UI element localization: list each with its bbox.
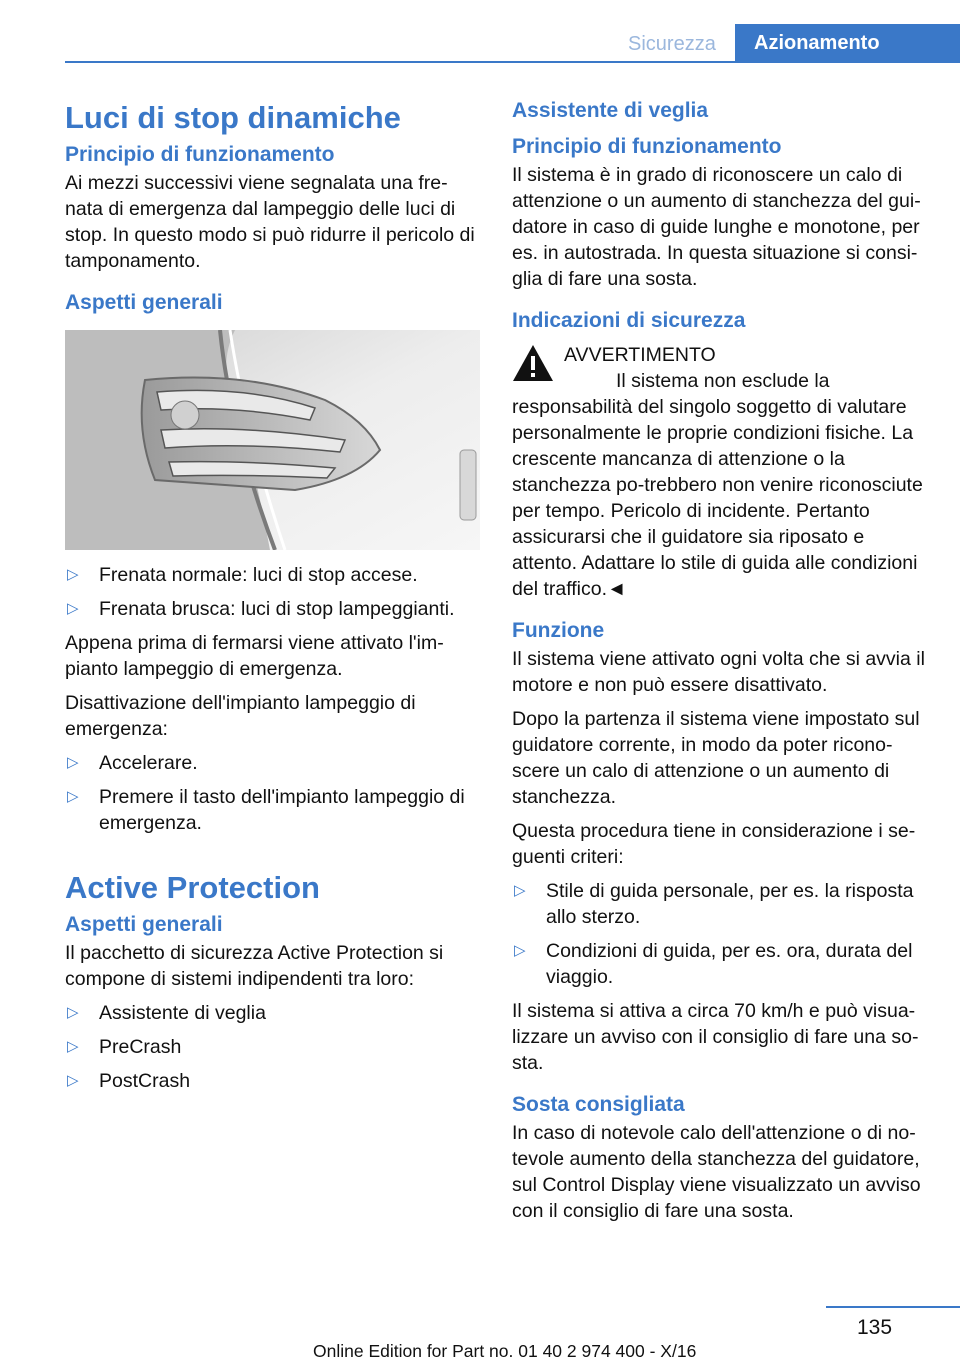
paragraph: Ai mezzi successivi viene segnalata una fre-nata di emergenza dal lampeggio delle luci di stop. In questo modo si può ridurre il pericolo di tamponamento. (65, 172, 475, 272)
list-item: ▷ Stile di guida personale, per es. la risposta allo sterzo. (514, 880, 914, 928)
page-number: 135 (857, 1316, 893, 1339)
list-item: ▷ Condizioni di guida, per es. ora, durata del viaggio. (514, 940, 913, 988)
list-item: ▷ PreCrash (67, 1036, 182, 1058)
paragraph: Dopo la partenza il sistema viene impostato sul guidatore corrente, in modo da poter ricono-scere un calo di attenzione o un aumento di stanchezza. (512, 708, 920, 808)
section-title-active-protection: Active Protection (65, 870, 320, 905)
warning-box (512, 342, 932, 602)
paragraph: In caso di notevole calo dell'attenzione o di no-tevole aumento della stanchezza del guidatore, sul Control Display viene visualizzato un avviso con il consiglio di fare una sosta. (512, 1122, 921, 1222)
tail-light-photo (65, 330, 480, 550)
header-rule (65, 61, 960, 63)
warning-triangle-icon (512, 344, 554, 382)
subheading-sosta: Sosta consigliata (512, 1093, 685, 1116)
list-item: ▷ Frenata brusca: luci di stop lampeggianti. (67, 598, 455, 620)
list-item: ▷ Accelerare. (67, 752, 198, 774)
list-deactivation (65, 750, 480, 836)
bullet-arrow-icon: ▷ (67, 566, 79, 583)
subheading-principio-2: Principio di funzionamento (512, 135, 782, 158)
bullet-arrow-icon: ▷ (514, 942, 526, 959)
subheading-principio: Principio di funzionamento (65, 143, 335, 166)
subheading-funzione: Funzione (512, 619, 605, 642)
paragraph: Appena prima di fermarsi viene attivato l'im-pianto lampeggio di emergenza. (65, 632, 444, 680)
paragraph: Il sistema viene attivato ogni volta che si avvia il motore e non può essere disattivato. (512, 648, 925, 696)
list-item: ▷ Premere il tasto dell'impianto lampeggio di emergenza. (67, 786, 465, 834)
edition-note: Online Edition for Part no. 01 40 2 974 400 - X/16 (313, 1341, 697, 1361)
left-column (65, 96, 480, 1102)
list-item: ▷ Frenata normale: luci di stop accese. (67, 564, 418, 586)
list-brake-states (65, 562, 480, 622)
bullet-arrow-icon: ▷ (514, 882, 526, 899)
section-title-assistente: Assistente di veglia (512, 99, 709, 122)
subheading-indicazioni: Indicazioni di sicurezza (512, 309, 746, 332)
paragraph: Il pacchetto di sicurezza Active Protection si compone di sistemi indipendenti tra loro: (65, 942, 444, 990)
paragraph: Disattivazione dell'impianto lampeggio di emergenza: (65, 692, 416, 740)
bullet-arrow-icon: ▷ (67, 600, 79, 617)
paragraph: Questa procedura tiene in considerazione i se-guenti criteri: (512, 820, 916, 868)
list-systems (65, 1000, 480, 1094)
bullet-arrow-icon: ▷ (67, 754, 79, 771)
bullet-arrow-icon: ▷ (67, 1038, 79, 1055)
warning-text: Il sistema non esclude la responsabilità del singolo soggetto di valutare personalmente le proprie condizioni fisiche. La crescente mancanza di attenzione o la stanchezza po-trebbero non venire riconosciute per tempo. Pericolo di incidente. Pertanto assicurarsi che il guidatore sia riposato e attento. Adattare lo stile di guida alle condizioni del traffico.◄ (512, 370, 923, 600)
header-active-tab: Azionamento (735, 24, 960, 63)
list-item: ▷ Assistente di veglia (67, 1002, 266, 1024)
warning-title: AVVERTIMENTO (564, 344, 716, 366)
paragraph: Il sistema si attiva a circa 70 km/h e può visua-lizzare un avviso con il consiglio di fare una so-sta. (512, 1000, 919, 1074)
subheading-aspetti: Aspetti generali (65, 291, 223, 314)
subheading-aspetti-2: Aspetti generali (65, 913, 223, 936)
paragraph: Il sistema è in grado di riconoscere un calo di attenzione o un aumento di stanchezza del gui-datore in caso di guide lunghe e monotone, per es. in autostrada. In questa situazione si consi-glia di fare una sosta. (512, 164, 921, 290)
bullet-arrow-icon: ▷ (67, 1004, 79, 1021)
section-title-luci: Luci di stop dinamiche (65, 100, 401, 135)
bullet-arrow-icon: ▷ (67, 1072, 79, 1089)
header-section-label: Sicurezza (628, 33, 716, 55)
bullet-arrow-icon: ▷ (67, 788, 79, 805)
list-criteria (512, 878, 932, 990)
right-column (512, 96, 932, 1232)
footer-rule (826, 1306, 960, 1308)
list-item: ▷ PostCrash (67, 1070, 191, 1092)
